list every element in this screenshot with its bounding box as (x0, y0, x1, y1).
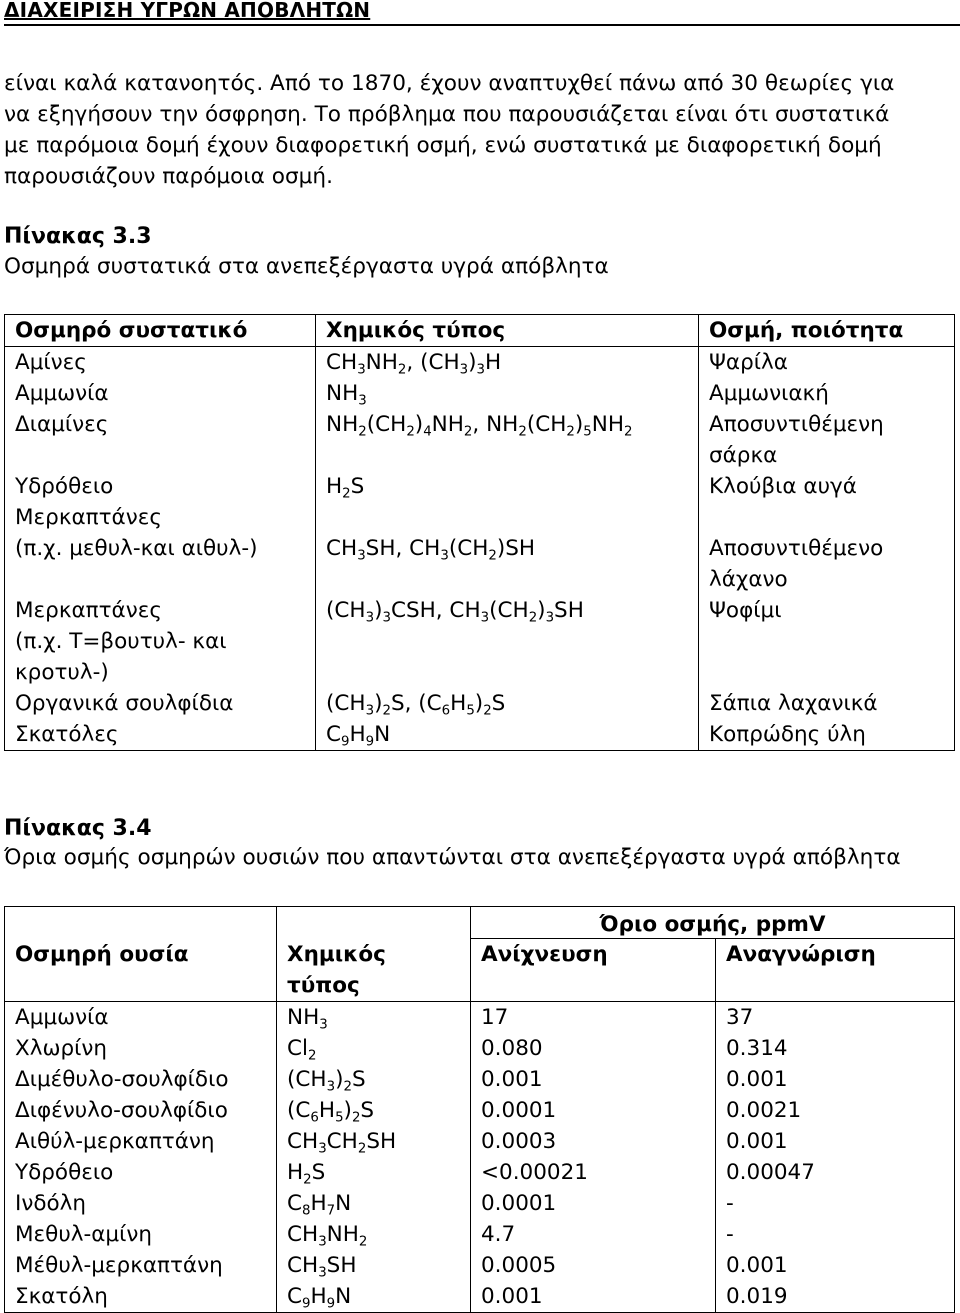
formula-cell: $(CH_3)_2S$ (277, 1064, 471, 1095)
table-3-4-label: Πίνακας 3.4 (4, 816, 152, 841)
odor-cell (699, 595, 955, 688)
detection-threshold-cell: 0.080 (471, 1033, 716, 1064)
detection-threshold-cell: 17 (471, 1001, 716, 1033)
substance-name: Οργανικά σουλφίδια (15, 691, 234, 716)
recognition-threshold-cell: 0.314 (716, 1033, 955, 1064)
intro-line: παρουσιάζουν παρόμοια οσμή. (4, 164, 333, 189)
odor-cell (699, 378, 955, 409)
table-row (5, 1219, 955, 1250)
column-header: Οσμηρό συστατικό (5, 315, 316, 347)
substance-name: (π.χ. Τ=βουτυλ- και (15, 629, 227, 654)
column-header: Χημικός τύπος (277, 939, 471, 1002)
detection-threshold-cell: 0.0001 (471, 1095, 716, 1126)
formula-cell: $CH_3CH_2SH$ (277, 1126, 471, 1157)
table-row (5, 1126, 955, 1157)
formula-cell: $CH_3NH_2$, $(CH_3)_3H$ (316, 347, 699, 379)
column-header: Ανίχνευση (471, 939, 716, 1002)
table-row (5, 1095, 955, 1126)
table-3-3-caption: Οσμηρά συστατικά στα ανεπεξέργαστα υγρά απόβλητα (4, 254, 609, 279)
recognition-threshold-cell: 0.001 (716, 1126, 955, 1157)
chapter-title: ΔΙΑΧΕΙΡΙΣΗ ΥΓΡΩΝ ΑΠΟΒΛΗΤΩΝ (4, 0, 371, 22)
odor-cell (699, 719, 955, 751)
table-row (5, 409, 955, 471)
substance-name: (π.χ. μεθυλ-και αιθυλ-) (15, 536, 258, 561)
odor-threshold-header: Όριο οσμής, ppmV (599, 912, 826, 937)
substance-cell (5, 471, 316, 533)
detection-threshold-cell: 0.0001 (471, 1188, 716, 1219)
table-row (5, 1033, 955, 1064)
table-3-3 (4, 314, 955, 751)
recognition-threshold-cell: 0.00047 (716, 1157, 955, 1188)
formula-cell: $CH_3NH_2$ (277, 1219, 471, 1250)
substance-name: Αμμωνία (15, 381, 109, 406)
column-header: Χημικός τύπος (316, 315, 699, 347)
detection-threshold-cell: <0.00021 (471, 1157, 716, 1188)
group-header (471, 907, 955, 939)
odor-quality: λάχανο (709, 567, 788, 592)
recognition-threshold-cell: 0.001 (716, 1064, 955, 1095)
substance-cell: Αμμωνία (5, 1001, 277, 1033)
table-row (5, 595, 955, 688)
substance-cell (5, 347, 316, 379)
substance-cell (5, 719, 316, 751)
substance-cell: Μέθυλ-μερκαπτάνη (5, 1250, 277, 1281)
substance-name: Υδρόθειο (15, 474, 114, 499)
odor-quality: Ψαρίλα (709, 350, 788, 375)
odor-quality: σάρκα (709, 443, 778, 468)
table-row (5, 1157, 955, 1188)
odor-quality: Κοπρώδης ύλη (709, 722, 866, 747)
running-header (4, 0, 960, 26)
odor-quality: Κλούβια αυγά (709, 474, 857, 499)
table-row (5, 471, 955, 533)
detection-threshold-cell: 4.7 (471, 1219, 716, 1250)
substance-name: κροτυλ-) (15, 660, 109, 685)
formula-cell: $CH_3SH$, $CH_3(CH_2)SH$ (316, 533, 699, 595)
formula-cell: $(CH_3)_3CSH$, $CH_3(CH_2)_3SH$ (316, 595, 699, 688)
table-row (5, 1281, 955, 1313)
substance-name: Σκατόλες (15, 722, 119, 747)
odor-cell (699, 409, 955, 471)
substance-cell: Διφένυλο-σουλφίδιο (5, 1095, 277, 1126)
table-3-4-caption: Όρια οσμής οσμηρών ουσιών που απαντώνται στα ανεπεξέργαστα υγρά απόβλητα (4, 845, 901, 870)
column-header: Αναγνώριση (716, 939, 955, 1002)
table-row (5, 1250, 955, 1281)
substance-cell: Σκατόλη (5, 1281, 277, 1313)
header-empty-cell (277, 907, 471, 939)
substance-cell (5, 533, 316, 595)
substance-name: Μερκαπτάνες (15, 505, 162, 530)
formula-cell: $(C_6H_5)_2S$ (277, 1095, 471, 1126)
recognition-threshold-cell: - (716, 1219, 955, 1250)
recognition-threshold-cell: 0.0021 (716, 1095, 955, 1126)
header-empty-cell (5, 907, 277, 939)
formula-cell: $H_2S$ (277, 1157, 471, 1188)
substance-name: Μερκαπτάνες (15, 598, 162, 623)
recognition-threshold-cell: 37 (716, 1001, 955, 1033)
odor-quality: Σάπια λαχανικά (709, 691, 878, 716)
table-row (5, 719, 955, 751)
column-header: Οσμή, ποιότητα (699, 315, 955, 347)
substance-name: Αμίνες (15, 350, 87, 375)
odor-cell (699, 347, 955, 379)
substance-cell: Χλωρίνη (5, 1033, 277, 1064)
odor-cell (699, 533, 955, 595)
odor-quality: Ψοφίμι (709, 598, 782, 623)
substance-cell (5, 378, 316, 409)
substance-name: Διαμίνες (15, 412, 109, 437)
intro-line: είναι καλά κατανοητός. Από το 1870, έχουν αναπτυχθεί πάνω από 30 θεωρίες για (4, 71, 895, 96)
table-3-4-body (5, 907, 955, 1313)
intro-line: να εξηγήσουν την όσφρηση. Το πρόβλημα που παρουσιάζεται είναι ότι συστατικά (4, 102, 890, 127)
table-row (5, 1001, 955, 1033)
substance-cell: Αιθύλ-μερκαπτάνη (5, 1126, 277, 1157)
table-row (5, 347, 955, 379)
intro-paragraph (4, 68, 956, 192)
detection-threshold-cell: 0.001 (471, 1281, 716, 1313)
formula-cell: $CH_3SH$ (277, 1250, 471, 1281)
column-header: Οσμηρή ουσία (5, 939, 277, 1002)
formula-cell: $NH_2(CH_2)_4NH_2$, $NH_2(CH_2)_5NH_2$ (316, 409, 699, 471)
recognition-threshold-cell: 0.019 (716, 1281, 955, 1313)
table-3-3-label: Πίνακας 3.3 (4, 224, 152, 249)
formula-cell: $NH_3$ (316, 378, 699, 409)
table-row (5, 688, 955, 719)
table-row (5, 378, 955, 409)
odor-quality: Αμμωνιακή (709, 381, 829, 406)
table-3-4 (4, 906, 955, 1313)
substance-cell (5, 688, 316, 719)
odor-quality: Αποσυντιθέμενη (709, 412, 884, 437)
substance-cell: Διμέθυλο-σουλφίδιο (5, 1064, 277, 1095)
table-3-3-body (5, 347, 955, 751)
formula-cell: $C_9H_9N$ (316, 719, 699, 751)
formula-cell: $(CH_3)_2S$, $(C_6H_5)_2S$ (316, 688, 699, 719)
table-header-row (5, 907, 955, 939)
formula-cell: $C_9H_9N$ (277, 1281, 471, 1313)
recognition-threshold-cell: 0.001 (716, 1250, 955, 1281)
formula-cell: $H_2S$ (316, 471, 699, 533)
table-row (5, 1188, 955, 1219)
formula-cell: $Cl_2$ (277, 1033, 471, 1064)
substance-cell: Μεθυλ-αμίνη (5, 1219, 277, 1250)
detection-threshold-cell: 0.001 (471, 1064, 716, 1095)
odor-quality: Αποσυντιθέμενο (709, 536, 884, 561)
formula-cell: $C_8H_7N$ (277, 1188, 471, 1219)
recognition-threshold-cell: - (716, 1188, 955, 1219)
table-header-row (5, 939, 955, 1002)
substance-cell: Ινδόλη (5, 1188, 277, 1219)
substance-cell (5, 595, 316, 688)
intro-line: με παρόμοια δομή έχουν διαφορετική οσμή, ενώ συστατικά με διαφορετική δομή (4, 133, 882, 158)
table-row (5, 1064, 955, 1095)
substance-cell: Υδρόθειο (5, 1157, 277, 1188)
table-header-row (5, 315, 955, 347)
formula-cell: $NH_3$ (277, 1001, 471, 1033)
substance-cell (5, 409, 316, 471)
detection-threshold-cell: 0.0003 (471, 1126, 716, 1157)
detection-threshold-cell: 0.0005 (471, 1250, 716, 1281)
odor-cell (699, 471, 955, 533)
table-row (5, 533, 955, 595)
odor-cell (699, 688, 955, 719)
